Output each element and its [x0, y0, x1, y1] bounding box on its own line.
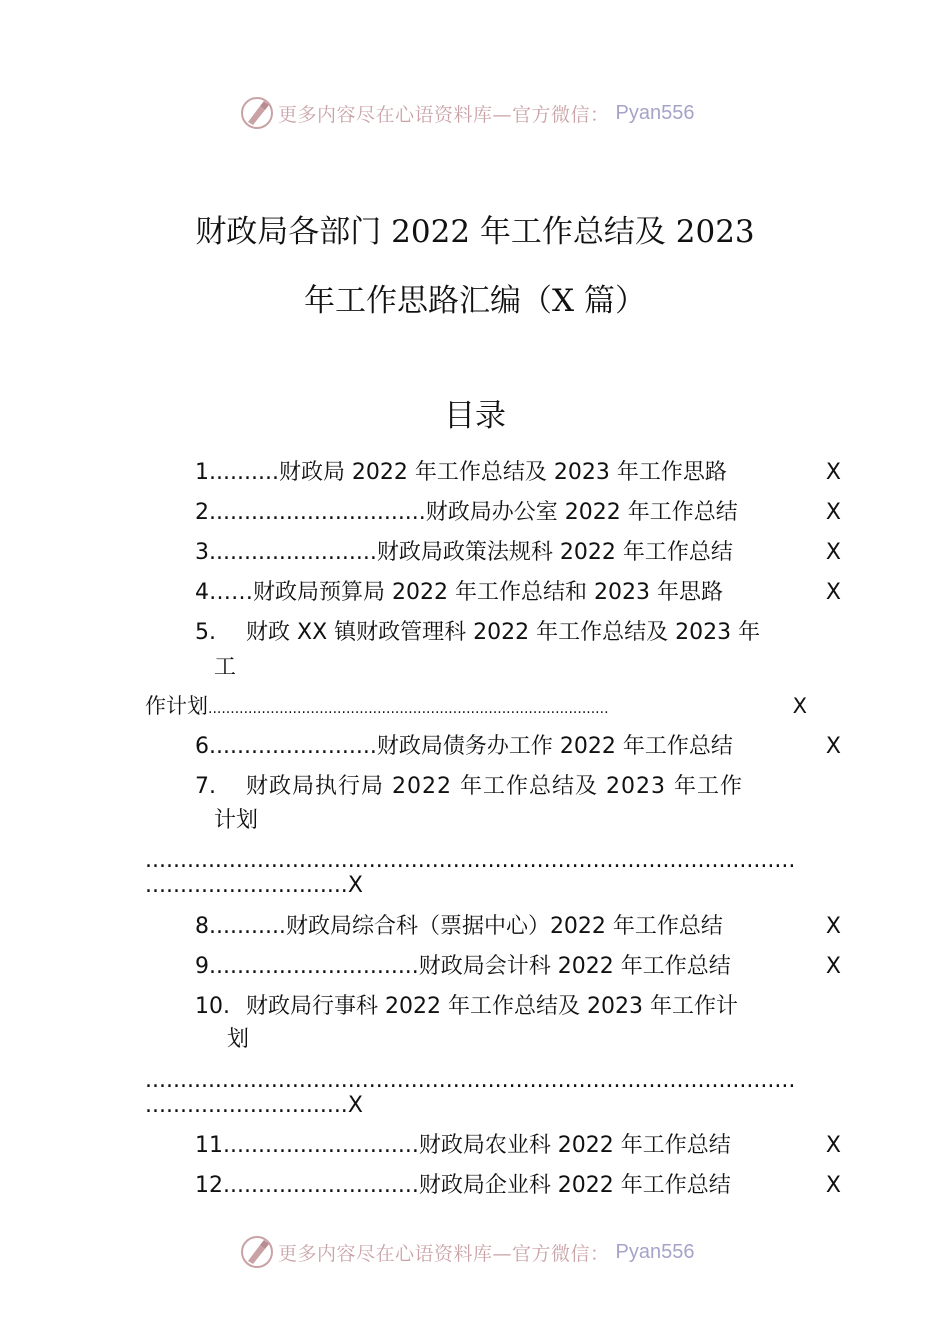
- toc-entry-5-line-3[interactable]: [145, 690, 807, 722]
- toc-number: 11: [195, 1133, 223, 1158]
- toc-title: 财政局综合科（票据中心）2022 年工作总结: [285, 914, 723, 939]
- toc-page-number: X: [825, 540, 841, 565]
- watermark-wechat-id: Pyan556: [615, 101, 695, 124]
- toc-leader-dots: ............................: [223, 1133, 419, 1158]
- toc-page-number: X: [792, 694, 807, 718]
- toc-page-number: X: [825, 954, 841, 979]
- toc-title: 财政局会计科 2022 年工作总结: [418, 954, 731, 979]
- toc-number: 7.: [195, 774, 216, 799]
- toc-heading: 目录: [444, 398, 506, 434]
- toc-leader-dots: ..........: [209, 460, 279, 485]
- toc-title: 财政 XX 镇财政管理科 2022 年工作总结及 2023 年: [246, 620, 761, 645]
- toc-number: 12: [195, 1173, 223, 1198]
- toc-entry-7-line-1[interactable]: [195, 771, 841, 803]
- toc-title: 财政局政策法规科 2022 年工作总结: [376, 540, 733, 565]
- toc-number: 1: [195, 460, 209, 485]
- toc-entry-7-line-2: [214, 805, 294, 837]
- toc-title: 财政局企业科 2022 年工作总结: [418, 1173, 731, 1198]
- toc-number: 5.: [195, 620, 216, 645]
- toc-page-number: X: [825, 734, 841, 759]
- toc-page-number: X: [347, 873, 363, 898]
- toc-number: 9: [195, 954, 209, 979]
- toc-leader-dots: ..........................................................................................: [208, 701, 609, 717]
- toc-title: 财政局办公室 2022 年工作总结: [425, 500, 738, 525]
- toc-title-continued: 划: [227, 1027, 250, 1052]
- toc-entry-7-line-4[interactable]: [145, 870, 405, 902]
- toc-leader-dots: ........................: [209, 734, 377, 759]
- toc-title: 财政局债务办工作 2022 年工作总结: [376, 734, 733, 759]
- toc-page-number: X: [825, 580, 841, 605]
- toc-title-continued: 工: [214, 655, 237, 680]
- toc-entry-6[interactable]: [195, 731, 841, 763]
- toc-entry-2[interactable]: [195, 497, 841, 529]
- toc-page-number: X: [347, 1093, 363, 1118]
- toc-title: 财政局 2022 年工作总结及 2023 年工作思路: [278, 460, 727, 485]
- toc-leader-dots: .............................: [145, 873, 348, 898]
- watermark-text: 更多内容尽在心语资料库—官方微信：: [278, 103, 610, 126]
- toc-leader-dots: ..............................: [209, 954, 419, 979]
- toc-leader-dots: ...............................: [209, 500, 426, 525]
- watermark-header: [240, 96, 694, 130]
- toc-leader-dots: .............................................................................................: [145, 848, 796, 873]
- pen-logo-icon: [240, 96, 274, 130]
- toc-number: 6: [195, 734, 209, 759]
- document-title-line-1: 财政局各部门 2022 年工作总结及 2023: [195, 214, 755, 250]
- toc-entry-9[interactable]: [195, 951, 841, 983]
- toc-title-continued: 计划: [214, 808, 259, 833]
- toc-number: 8: [195, 914, 209, 939]
- toc-leader-dots: ............................: [223, 1173, 419, 1198]
- watermark-text: 更多内容尽在心语资料库—官方微信：: [278, 1242, 610, 1265]
- toc-entry-4[interactable]: [195, 577, 841, 609]
- toc-entry-12[interactable]: [195, 1170, 841, 1202]
- toc-page-number: X: [825, 914, 841, 939]
- toc-entry-5-line-2: [214, 652, 274, 684]
- toc-leader-dots: ……: [209, 580, 253, 605]
- toc-title: 财政局行事科 2022 年工作总结及 2023 年工作计: [246, 994, 738, 1019]
- watermark-wechat-id: Pyan556: [615, 1240, 695, 1263]
- toc-title: 财政局执行局 2022 年工作总结及 2023 年工作: [246, 774, 743, 799]
- toc-number: 10.: [195, 994, 230, 1019]
- toc-number: 2: [195, 500, 209, 525]
- toc-page-number: X: [825, 500, 841, 525]
- toc-entry-8[interactable]: [195, 911, 841, 943]
- toc-leader-dots: .............................: [145, 1093, 348, 1118]
- toc-number: 3: [195, 540, 209, 565]
- toc-page-number: X: [825, 460, 841, 485]
- toc-entry-3[interactable]: [195, 537, 841, 569]
- toc-title: 财政局预算局 2022 年工作总结和 2023 年思路: [253, 580, 723, 605]
- pen-logo-icon: [240, 1235, 274, 1269]
- toc-entry-11[interactable]: [195, 1130, 841, 1162]
- toc-entry-1[interactable]: [195, 457, 841, 489]
- toc-entry-5-line-1[interactable]: [195, 617, 841, 649]
- toc-entry-10-line-2: [227, 1024, 287, 1056]
- toc-title: 财政局农业科 2022 年工作总结: [418, 1133, 731, 1158]
- document-title-line-2: 年工作思路汇编（X 篇）: [304, 283, 646, 319]
- toc-leader-dots: ...........: [209, 914, 286, 939]
- toc-number: 4: [195, 580, 209, 605]
- watermark-footer: [240, 1235, 694, 1269]
- toc-leader-dots: ........................: [209, 540, 377, 565]
- toc-title-continued: 作计划: [145, 694, 208, 718]
- toc-entry-10-line-4[interactable]: [145, 1090, 405, 1122]
- toc-leader-dots: .............................................................................................: [145, 1068, 796, 1093]
- toc-page-number: X: [825, 1133, 841, 1158]
- toc-entry-10-line-1[interactable]: [195, 991, 841, 1023]
- toc-page-number: X: [825, 1173, 841, 1198]
